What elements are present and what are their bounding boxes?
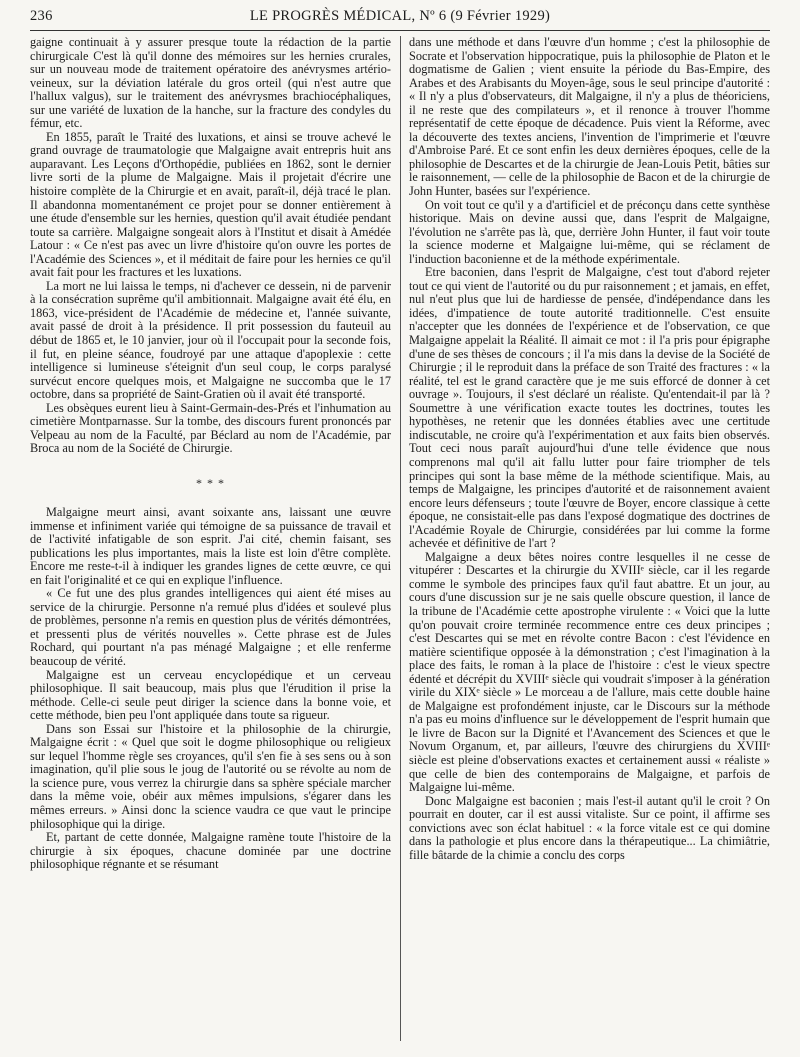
running-title: LE PROGRÈS MÉDICAL, Nº 6 (9 Février 1929) — [249, 8, 551, 24]
left-column — [30, 36, 391, 1048]
paragraph: On voit tout ce qu'il y a d'artificiel et de préconçu dans cette synthèse historique. Mais on devine aussi que, dans l'esprit de Malgaigne, l'évolution ne s'arrête pas là, que, derrière John Hunter, il faut voir toute la science moderne et Malgaigne lui-même, qui se réclament de l'induction baconienne et de la méthode expérimentale. — [409, 197, 770, 266]
paragraph: Malgaigne meurt ainsi, avant soixante ans, laissant une œuvre immense et infiniment variée qui témoigne de sa puissance de travail et de l'activité infatigable de son esprit. J'ai cité, chemin faisant, ses publications les plus importantes, mais la liste est loin d'être complète. Encore me reste-t-il à indiquer les grandes lignes de cette œuvre, ce qui en fait l'originalité et ce qui en explique l'influence. — [30, 504, 391, 587]
paragraph: Dans son Essai sur l'histoire et la philosophie de la chirurgie, Malgaigne écrit : « Quel que soit le dogme philosophique ou religieux sur lequel l'homme règle ses croyances, qu'il s'en fie à ses sens ou à son imagination, qu'il plie sous le joug de l'autorité ou se révolte au nom de la science pure, vous verrez la chirurgie dans sa sphère spéciale marcher dans la même voie, obéir aux mêmes impulsions, s'égarer dans les mêmes erreurs. » Ainsi donc la science vaudra ce que vaut le principe philosophique qui la dirige. — [30, 721, 391, 831]
paragraph: En 1855, paraît le Traité des luxations, et ainsi se trouve achevé le grand ouvrage de traumatologie que Malgaigne avait entrepris huit ans auparavant. Les Leçons d'Orthopédie, publiées en 1862, sont le dernier livre sorti de la plume de Malgaigne. Mais il projetait d'écrire une histoire complète de la Chirurgie et en avait, paraît-il, déjà tracé le plan. Il abandonna momentanément ce projet pour se donner entièrement à une étude d'ensemble sur les hernies, question qu'il avait étudiée pendant toute sa carrière. Malgaigne songeait alors à l'Institut et disait à Amédée Latour : « Ce n'est pas avec un livre d'histoire qu'on ouvre les portes de l'Académie des Sciences », et il méditait de faire pour les hernies ce qu'il avait fait pour les fractures et les luxations. — [30, 129, 391, 280]
paragraph: Malgaigne a deux bêtes noires contre lesquelles il ne cesse de vitupérer : Descartes et la chirurgie du XVIIIᵉ siècle, car il les regarde comme le symbole des principes faux qu'il faut abattre. Et un jour, au cours d'une discussion sur je ne sais quelle obscure question, il lance de la tribune de l'Académie cette apostrophe virulente : « Voici que la lutte qu'on pouvait croire terminée recommence entre ces deux principes ; c'est Descartes qui se met en révolte contre Bacon : c'est l'évidence en matière scientifique opposée à la démonstration ; c'est l'imagination à la place des faits, le roman à la place de l'histoire : c'est le vieux spectre édenté et décrépit du XVIIIᵉ siècle qui voudrait s'imposer à la génération virile du XIXᵉ siècle » Le morceau a de l'allure, mais cette double haine de Malgaigne est profondément injuste, car le Discours sur la méthode n'a pas eu moins d'influence sur le développement de l'esprit humain que le livre de Bacon sur la Dignité et l'Avancement des Sciences et que le Novum Organum, et, par ailleurs, l'œuvre des chirurgiens du XVIIIᵉ siècle est pleine d'observations exactes et certainement aussi « réaliste » que celle de bien des contemporains de Malgaigne, et parfois de Malgaigne lui-même. — [409, 549, 770, 795]
right-column — [409, 36, 770, 1048]
paragraph: dans une méthode et dans l'œuvre d'un homme ; c'est la philosophie de Socrate et l'observation hippocratique, puis la philosophie de Platon et le dogmatisme de Galien ; vient ensuite la période du Bas-Empire, des Arabes et des Arabisants du Moyen-âge, sous le seul principe d'autorité : « Il n'y a plus d'observateurs, dit Malgaigne, il n'y a plus de théoriciens, il ne reste que des compilateurs », et il renonce à trouver l'homme représentatif de cette époque de décadence. Puis vient la Réforme, avec la découverte des textes anciens, l'invention de l'imprimerie et l'œuvre d'Ambroise Paré. Et ce sont enfin les deux dernières époques, celle de la philosophie de Descartes et de la chirurgie de Jean-Louis Petit, bâties sur le raisonnement, — celle de la philosophie de Bacon et de la chirurgie de John Hunter, basées sur l'expérience. — [409, 36, 770, 199]
paragraph: La mort ne lui laissa le temps, ni d'achever ce dessein, ni de parvenir à la consécration suprême qu'il ambitionnait. Malgaigne avait été élu, en 1863, vice-président de l'Académie de médecine et, l'année suivante, avait passé de droit à la présidence. Il prit possession du fauteuil au début de 1865 et, le 10 janvier, jour où il l'occupait pour la seconde fois, il fut, en pleine séance, foudroyé par une attaque d'apoplexie : cette intelligence si lumineuse s'éteignit d'un seul coup, le corps paralysé survécut encore quelques mois, et Malgaigne ne succomba que le 17 octobre, dans sa propriété de Saint-Gratien où il avait été transporté. — [30, 278, 391, 402]
page-number: 236 — [30, 8, 53, 24]
paragraph: Les obsèques eurent lieu à Saint-Germain-des-Prés et l'inhumation au cimetière Montparnasse. Sur la tombe, des discours furent prononcés par Velpeau au nom de la Faculté, par Béclard au nom de l'Académie, par Broca au nom de la Société de Chirurgie. — [30, 400, 391, 456]
section-asterism: * * * — [196, 475, 225, 490]
paragraph: Etre baconien, dans l'esprit de Malgaigne, c'est tout d'abord rejeter tout ce qui vient de l'autorité ou du pur raisonnement ; et jamais, en effet, nul n'eut plus que lui de hardiesse de pensée, d'indépendance dans les idées, d'impatience de toute autorité traditionnelle. C'est ensuite n'accepter que les données de l'expérience et de l'observation, ce que Malgaigne appelait la Réalité. Il aimait ce mot : il l'a pris pour épigraphe d'une de ses thèses de concours ; il l'a mis dans la devise de la Société de Chirurgie ; il le reproduit dans la préface de son Traité des fractures : « la réalité, tel est le grand caractère que je me suis efforcé de donner à cet ouvrage ». Toujours, il s'est déclaré un réaliste. Qu'entendait-il par là ? Soumettre à une vérification exacte toutes les doctrines, toutes les hypothèses, ne retenir que les données établies avec une certitude indiscutable, ne croire qu'à l'expérimentation et aux faits bien observés. Tout ceci nous paraît aujourd'hui d'une telle évidence que nous comprenons mal qu'il ait fallu lutter pour faire triompher de tels principes qui sont la base même de la méthode scientifique. Mais, au temps de Malgaigne, les principes d'autorité et de raisonnement avaient encore leurs défenseurs ; toute l'œuvre de Boyer, encore classique à cette époque, ne consistait-elle pas dans l'exposé dogmatique des doctrines de l'Académie Royale de Chirurgie, considérées par lui comme la forme achevée et définitive de l'art ? — [409, 265, 770, 551]
paragraph: Donc Malgaigne est baconien ; mais l'est-il autant qu'il le croit ? On pourrait en douter, car il est aussi vitaliste. Sur ce point, il affirme ses convictions avec son éclat habituel : « la force vitale est ce qui domine dans la pathologie et plus encore dans la thérapeutique... La chimiâtrie, fille bâtarde de la chimie a conclu des corps — [409, 793, 770, 862]
paragraph: « Ce fut une des plus grandes intelligences qui aient été mises au service de la chirurgie. Personne n'a remué plus d'idées et soulevé plus de problèmes, personne n'a remis en question plus de vérités démontrées, et pressenti plus de vérités nouvelles ». Cette phrase est de Jules Rochard, qui pourtant n'a pas ménagé Malgaigne ; et elle renferme beaucoup de vérité. — [30, 586, 391, 668]
paragraph: Et, partant de cette donnée, Malgaigne ramène toute l'histoire de la chirurgie à six époques, chacune dominée par une doctrine philosophique régnante et se résumant — [30, 830, 391, 872]
paragraph: Malgaigne est un cerveau encyclopédique et un cerveau philosophique. Il sait beaucoup, mais plus que l'érudition il prise la méthode. Celle-ci seule peut diriger la science dans la bonne voie, et cette méthode, bien peu l'ont appliquée dans toute sa rigueur. — [30, 667, 391, 723]
header-rule — [30, 30, 770, 31]
paragraph: gaigne continuait à y assurer presque toute la rédaction de la partie chirurgicale C'est là qu'il donne des mémoires sur les hernies crurales, sur un nouveau mode de traitement opératoire des anévrysmes artério-veineux, sur la déviation latérale du gros orteil (qui n'est autre que l'hallux valgus), sur le traitement des anévrysmes brachiocéphaliques, sur une variété de luxation de la hanche, sur la fracture des condyles du fémur, etc. — [30, 36, 391, 131]
column-divider — [400, 36, 401, 1041]
page-header — [30, 8, 770, 30]
